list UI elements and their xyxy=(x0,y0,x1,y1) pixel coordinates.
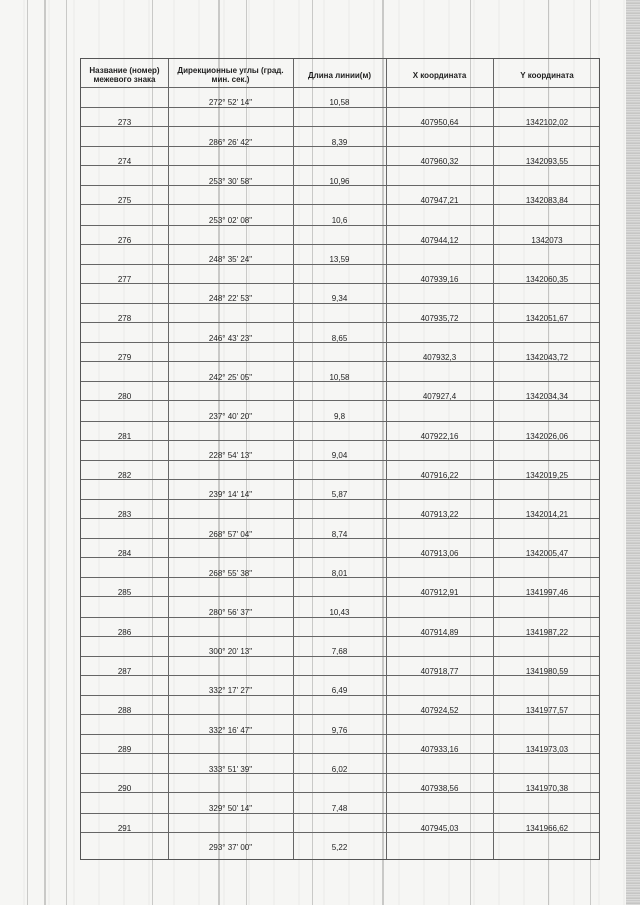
x-coordinate-cell: 407918,77 xyxy=(420,666,459,676)
point-name-cell: 273 xyxy=(117,118,132,127)
point-name-cell: 278 xyxy=(117,314,132,323)
length-cell: 5,87 xyxy=(331,490,348,500)
point-name-cell: 289 xyxy=(117,745,132,755)
y-coordinate-cell: 1341997,46 xyxy=(525,588,569,598)
y-coordinate-cell: 1342005,47 xyxy=(525,549,569,559)
coordinates-table xyxy=(80,58,600,860)
y-coordinate-cell: 1341987,22 xyxy=(525,627,569,637)
angle-cell: 228° 54' 13" xyxy=(208,451,253,461)
header-y: Y координата xyxy=(520,71,574,80)
point-name-cell: 290 xyxy=(117,784,132,794)
row-rule xyxy=(81,107,599,108)
row-rule xyxy=(81,773,599,774)
angle-cell: 332° 17' 27" xyxy=(208,686,253,696)
angle-cell: 246° 43' 23" xyxy=(208,333,253,343)
x-coordinate-cell: 407924,52 xyxy=(420,706,459,715)
row-rule xyxy=(81,460,599,461)
point-name-cell: 274 xyxy=(117,157,132,167)
point-name-cell: 280 xyxy=(117,392,132,402)
row-rule xyxy=(81,538,599,539)
length-cell: 9,04 xyxy=(331,451,348,461)
x-coordinate-cell: 407950,64 xyxy=(420,118,459,127)
point-name-cell: 281 xyxy=(117,431,132,441)
header-length: Длина линии(м) xyxy=(307,71,372,80)
angle-cell: 248° 22' 53" xyxy=(208,294,253,304)
length-cell: 10,96 xyxy=(329,176,350,186)
angle-cell: 268° 55' 38" xyxy=(208,568,253,578)
point-name-cell: 284 xyxy=(117,549,132,559)
point-name-cell: 282 xyxy=(117,470,132,480)
y-coordinate-cell: 1342019,25 xyxy=(525,470,569,480)
row-rule xyxy=(81,813,599,814)
length-cell: 6,02 xyxy=(331,764,348,774)
length-cell: 10,58 xyxy=(329,372,350,382)
x-coordinate-cell: 407960,32 xyxy=(420,157,459,167)
x-coordinate-cell: 407935,72 xyxy=(420,314,459,323)
length-cell: 7,68 xyxy=(331,647,348,657)
row-rule xyxy=(81,695,599,696)
row-rule xyxy=(81,303,599,304)
angle-cell: 286° 26' 42" xyxy=(208,137,253,147)
angle-cell: 253° 02' 08" xyxy=(208,215,253,225)
row-rule xyxy=(81,656,599,657)
row-rule xyxy=(81,225,599,226)
row-rule xyxy=(81,577,599,578)
row-rule xyxy=(81,342,599,343)
y-coordinate-cell: 1341977,57 xyxy=(525,706,569,715)
y-coordinate-cell: 1342026,06 xyxy=(525,431,569,441)
x-coordinate-cell: 407922,16 xyxy=(420,431,459,441)
length-cell: 8,74 xyxy=(331,529,348,539)
angle-cell: 332° 16' 47" xyxy=(208,725,253,735)
y-coordinate-cell: 1342014,21 xyxy=(525,510,569,519)
x-coordinate-cell: 407947,21 xyxy=(420,196,459,206)
length-cell: 8,39 xyxy=(331,137,348,147)
length-cell: 9,34 xyxy=(331,294,348,304)
x-coordinate-cell: 407938,56 xyxy=(420,784,459,794)
row-rule xyxy=(81,421,599,422)
point-name-cell: 277 xyxy=(117,274,132,284)
length-cell: 10,6 xyxy=(331,215,348,225)
y-coordinate-cell: 1341966,62 xyxy=(525,823,569,833)
point-name-cell: 286 xyxy=(117,627,132,637)
scan-edge xyxy=(626,0,640,905)
x-coordinate-cell: 407913,22 xyxy=(420,510,459,519)
point-name-cell: 287 xyxy=(117,666,132,676)
row-rule xyxy=(81,381,599,382)
angle-cell: 280° 56' 37" xyxy=(208,607,253,617)
scan-artifact xyxy=(27,0,28,905)
row-rule xyxy=(81,264,599,265)
y-coordinate-cell: 1341970,38 xyxy=(525,784,569,794)
point-name-cell: 275 xyxy=(117,196,132,206)
header-angles: Дирекционные углы (град. мин. сек.) xyxy=(177,66,284,84)
x-coordinate-cell: 407912,91 xyxy=(420,588,459,598)
row-rule xyxy=(81,617,599,618)
angle-cell: 272° 52' 14" xyxy=(208,98,253,107)
header-point-name: Название (номер) межевого знака xyxy=(89,66,160,84)
point-name-cell: 285 xyxy=(117,588,132,598)
row-rule xyxy=(81,185,599,186)
angle-cell: 293° 37' 00" xyxy=(208,843,253,853)
point-name-cell: 291 xyxy=(117,823,132,833)
length-cell: 10,58 xyxy=(329,98,350,107)
x-coordinate-cell: 407927,4 xyxy=(422,392,457,402)
x-coordinate-cell: 407913,06 xyxy=(420,549,459,559)
length-cell: 6,49 xyxy=(331,686,348,696)
angle-cell: 268° 57' 04" xyxy=(208,529,253,539)
length-cell: 5,22 xyxy=(331,843,348,853)
point-name-cell: 288 xyxy=(117,706,132,715)
header-x: X координата xyxy=(412,71,467,80)
point-name-cell: 276 xyxy=(117,235,132,245)
x-coordinate-cell: 407939,16 xyxy=(420,274,459,284)
point-name-cell: 283 xyxy=(117,510,132,519)
y-coordinate-cell: 1342073 xyxy=(531,235,563,245)
length-cell: 9,8 xyxy=(333,411,346,421)
y-coordinate-cell: 1342083,84 xyxy=(525,196,569,206)
x-coordinate-cell: 407916,22 xyxy=(420,470,459,480)
x-coordinate-cell: 407945,03 xyxy=(420,823,459,833)
row-rule xyxy=(81,734,599,735)
x-coordinate-cell: 407933,16 xyxy=(420,745,459,755)
y-coordinate-cell: 1341973,03 xyxy=(525,745,569,755)
angle-cell: 333° 51' 39" xyxy=(208,764,253,774)
angle-cell: 237° 40' 20" xyxy=(208,411,253,421)
y-coordinate-cell: 1341980,59 xyxy=(525,666,569,676)
angle-cell: 253° 30' 58" xyxy=(208,176,253,186)
y-coordinate-cell: 1342051,67 xyxy=(525,314,569,323)
angle-cell: 248° 35' 24" xyxy=(208,255,253,265)
y-coordinate-cell: 1342043,72 xyxy=(525,353,569,363)
x-coordinate-cell: 407944,12 xyxy=(420,235,459,245)
scan-artifact xyxy=(44,0,46,905)
row-rule xyxy=(81,499,599,500)
length-cell: 13,59 xyxy=(329,255,350,265)
length-cell: 8,65 xyxy=(331,333,348,343)
y-coordinate-cell: 1342060,35 xyxy=(525,274,569,284)
angle-cell: 300° 20' 13" xyxy=(208,647,253,657)
header-rule xyxy=(81,87,599,88)
y-coordinate-cell: 1342102,02 xyxy=(525,118,569,127)
x-coordinate-cell: 407932,3 xyxy=(422,353,457,363)
length-cell: 10,43 xyxy=(329,607,350,617)
length-cell: 8,01 xyxy=(331,568,348,578)
y-coordinate-cell: 1342093,55 xyxy=(525,157,569,167)
length-cell: 7,48 xyxy=(331,803,348,813)
point-name-cell: 279 xyxy=(117,353,132,363)
x-coordinate-cell: 407914,89 xyxy=(420,627,459,637)
row-rule xyxy=(81,146,599,147)
angle-cell: 242° 25' 05" xyxy=(208,372,253,382)
angle-cell: 329° 50' 14" xyxy=(208,803,253,813)
length-cell: 9,76 xyxy=(331,725,348,735)
y-coordinate-cell: 1342034,34 xyxy=(525,392,569,402)
scan-artifact xyxy=(66,0,67,905)
angle-cell: 239° 14' 14" xyxy=(208,490,253,500)
